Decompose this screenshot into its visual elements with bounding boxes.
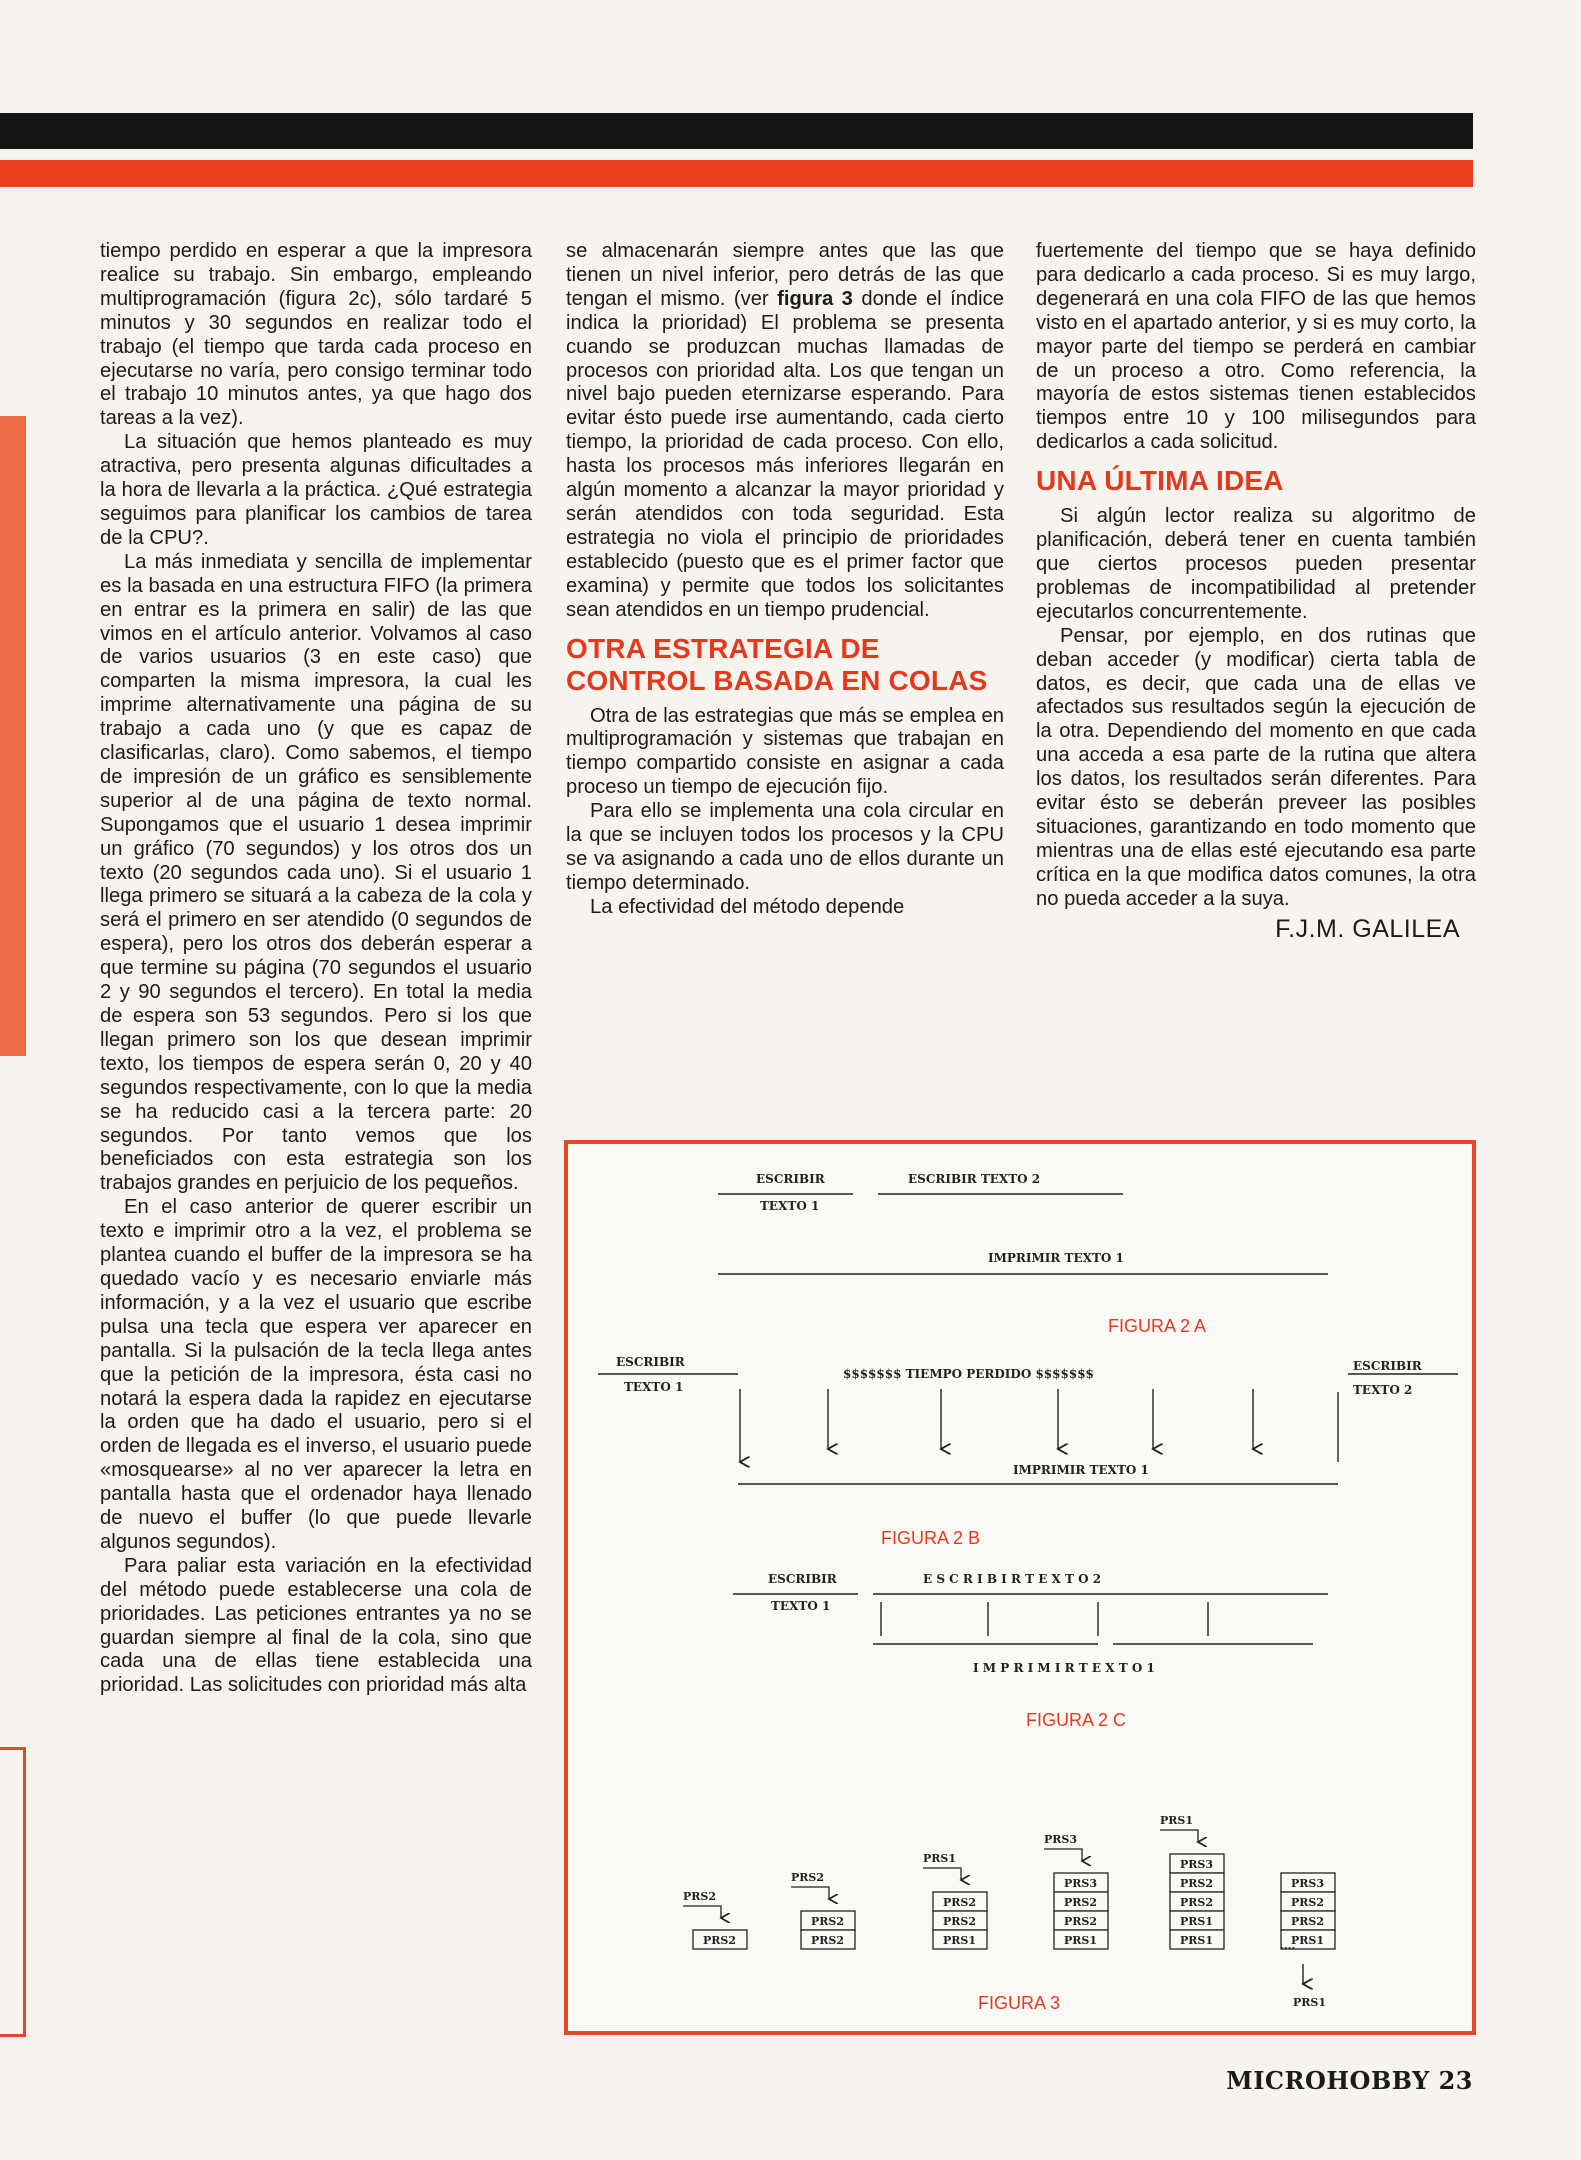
figure-2b <box>598 1355 1458 1548</box>
queue-cell-label: PRS2 <box>1064 1915 1098 1928</box>
queue-cell-label: PRS2 <box>943 1896 977 1909</box>
arriving-process-label: PRS2 <box>683 1890 717 1903</box>
article-column-1 <box>100 240 532 1698</box>
heading-line: OTRA ESTRATEGIA DE <box>566 632 880 664</box>
page-footer: MICROHOBBY 23 <box>1226 2066 1473 2095</box>
paragraph: La situación que hemos planteado es muy atractiva, pero presenta algunas dificultades a la hora de llevarla a la práctica. ¿Qué estrategia seguimos para planificar los cambios de tarea de la CPU?. <box>100 431 532 549</box>
label-imprimir-texto-1: IMPRIMIR TEXTO 1 <box>988 1251 1124 1265</box>
paragraph: Si algún lector realiza su algoritmo de planificación, deberá tener en cuenta también que ciertos procesos pueden presentar problemas de incompatibilidad al pretender ejecutarlos concurrentemente. <box>1036 505 1476 623</box>
queue-cell-label: PRS2 <box>1291 1915 1325 1928</box>
arriving-process-arrow <box>923 1868 961 1880</box>
queue-ellipsis: .... <box>1280 1939 1296 1952</box>
queue-cell-label: PRS3 <box>1180 1858 1214 1871</box>
label-texto-2-right: TEXTO 2 <box>1353 1383 1413 1397</box>
section-heading <box>566 633 1004 697</box>
queue-cell-label: PRS1 <box>1064 1934 1098 1947</box>
queue-cell-label: PRS1 <box>1180 1934 1214 1947</box>
article-column-2 <box>566 240 1004 920</box>
queue-cell-label: PRS3 <box>1064 1877 1098 1890</box>
label-imprimir-texto-1: I M P R I M I R T E X T O 1 <box>973 1661 1155 1675</box>
arriving-process-label: PRS2 <box>791 1871 825 1884</box>
paragraph-text: se almacenarán siempre antes que las que tienen un nivel inferior, pero detrás de las que tengan el mismo. (ver <box>566 240 1004 310</box>
section-heading: UNA ÚLTIMA IDEA <box>1036 465 1284 497</box>
paragraph: tiempo perdido en esperar a que la impresora realice su trabajo. Sin embargo, empleando multiprogramación (figura 2c), sólo tardaré 5 minutos y 30 segundos en realizar todo el trabajo (el tiempo que tarda cada proceso en ejecutarse no varía, pero consigo terminar todo el trabajo 10 minutos antes, ya que hago dos tareas a la vez). <box>100 240 532 430</box>
queue-cell-label: PRS2 <box>811 1934 845 1947</box>
queue-cell-label: PRS3 <box>1291 1877 1325 1890</box>
heading-line: CONTROL BASADA EN COLAS <box>566 664 988 696</box>
caption-figura-2b: FIGURA 2 B <box>881 1528 981 1548</box>
paragraph: Para paliar esta variación en la efectividad del método puede establecerse una cola de prioridades. Las peticiones entrantes ya no se guardan siempre al final de la cola, sino que cada una de ellas tiene establecida una prioridad. Las solicitudes con prioridad más alta <box>100 1554 532 1697</box>
paragraph <box>566 240 1004 623</box>
label-texto-1: TEXTO 1 <box>760 1199 820 1213</box>
queue-cell-label: PRS2 <box>1180 1877 1214 1890</box>
paragraph: Otra de las estrategias que más se emplea en multiprogramación y sistemas que trabajan en tiempo compartido consiste en asignar a cada proceso un tiempo de ejecución fijo. <box>566 704 1004 799</box>
article-column-3 <box>1036 240 1476 941</box>
caption-figura-2c: FIGURA 2 C <box>1026 1710 1127 1730</box>
arriving-process-arrow <box>1160 1830 1198 1842</box>
paragraph: En el caso anterior de querer escribir un texto e imprimir otro a la vez, el problema se plantea cuando el buffer de la impresora se ha quedado vacío y es necesario enviarle más información, y a la vez el usuario que escribe pulsa una tecla que espera ver aparecer en pantalla. Si la pulsación de la tecla llega antes que la petición de la impresora, ésta casi no notará la espera dada la rapidez en ejecutarse la orden que ha dado el usuario, pero si el orden de llegada es el inverso, el usuario puede «mosquearse» al no ver aparecer la letra en pantalla hasta que el ordenador haya llenado de nuevo el buffer (lo que puede llevarle algunos segundos). <box>100 1196 532 1553</box>
paragraph: La efectividad del método depende <box>590 895 905 918</box>
label-escribir-texto-2: ESCRIBIR TEXTO 2 <box>908 1172 1041 1186</box>
caption-figura-2a: FIGURA 2 A <box>1108 1316 1207 1336</box>
arriving-process-arrow <box>1044 1849 1082 1861</box>
label-texto-1: TEXTO 1 <box>771 1599 831 1613</box>
arriving-process-arrow <box>683 1906 721 1918</box>
label-escribir: ESCRIBIR <box>768 1572 837 1586</box>
arriving-process-arrow <box>791 1887 829 1899</box>
queue-cell-label: PRS2 <box>811 1915 845 1928</box>
arriving-process-label: PRS3 <box>1044 1833 1078 1846</box>
queue-cell-label: PRS2 <box>1064 1896 1098 1909</box>
queue-cell-label: PRS1 <box>943 1934 977 1947</box>
figure-diagrams <box>568 1144 1472 2031</box>
left-margin-box-strip <box>0 1747 26 2037</box>
figure-2c <box>733 1572 1328 1730</box>
figure-box <box>564 1140 1476 2035</box>
label-escribir-right: ESCRIBIR <box>1353 1359 1422 1373</box>
output-label: PRS1 <box>1293 1996 1327 2009</box>
label-escribir: ESCRIBIR <box>756 1172 825 1186</box>
queue-cell-label: PRS2 <box>1291 1896 1325 1909</box>
paragraph: fuertemente del tiempo que se haya definido para dedicarlo a cada proceso. Si es muy largo, degenerará en una cola FIFO de las que hemos visto en el apartado anterior, y si es muy corto, la mayor parte del tiempo se perderá en cambiar de un proceso a otro. Como referencia, la mayoría de estos sistemas tienen establecidos tiempos entre 10 y 100 milisegundos para dedicarlos a cada solicitud. <box>1036 240 1476 454</box>
paragraph: Pensar, por ejemplo, en dos rutinas que deban acceder (y modificar) cierta tabla de datos, es decir, que cada una de ellas ve afectados sus resultados según la ejecución de la otra. Dependiendo del momento en que cada una acceda a esa parte de la rutina que altera los datos, los resultados serán diferentes. Para evitar ésto se deberán preveer las posibles situaciones, garantizando en todo momento que mientras una de ellas esté ejecutando esa parte crítica en la que modifica datos comunes, la otra no pueda acceder a la suya. <box>1036 624 1476 910</box>
arriving-process-label: PRS1 <box>1160 1814 1194 1827</box>
label-escribir-texto-2: E S C R I B I R T E X T O 2 <box>923 1572 1102 1586</box>
caption-figura-3: FIGURA 3 <box>978 1993 1061 2013</box>
arriving-process-label: PRS1 <box>923 1852 957 1865</box>
author-signature: F.J.M. GALILEA <box>1275 914 1460 943</box>
queue-cell-label: PRS1 <box>1291 1934 1325 1947</box>
label-tiempo-perdido: $$$$$$$ TIEMPO PERDIDO $$$$$$$ <box>843 1367 1094 1381</box>
paragraph: Para ello se implementa una cola circular en la que se incluyen todos los procesos y la CPU se va asignando a cada uno de ellos durante un tiempo determinado. <box>566 800 1004 894</box>
left-margin-image-strip <box>0 416 26 1056</box>
figure-3 <box>683 1814 1335 2013</box>
queue-cell-label: PRS2 <box>703 1934 737 1947</box>
label-texto-1-left: TEXTO 1 <box>624 1380 684 1394</box>
header-black-bar <box>0 113 1473 149</box>
figure-3-stacks <box>693 1854 1335 1949</box>
paragraph-text: donde el índice indica la prioridad) El problema se presenta cuando se produzcan muchas llamadas de procesos con prioridad alta. Los que tengan un nivel bajo pueden eternizarse esperando. Para evitar ésto puede irse aumentando, cada cierto tiempo, la prioridad de cada proceso. Con ello, hasta los procesos más inferiores llegarán en algún momento a alcanzar la mayor prioridad y serán atendidos con toda seguridad. Esta estrategia no viola el principio de prioridades establecido (puesto que es el primer factor que examina) y permite que todos los solicitantes sean atendidos en un tiempo prudencial. <box>566 287 1004 621</box>
figure-reference: figura 3 <box>777 287 853 310</box>
paragraph: La más inmediata y sencilla de implementar es la basada en una estructura FIFO (la primera en entrar es la primera en salir) de las que vimos en el artículo anterior. Volvamos al caso de varios usuarios (3 en este caso) que comparten la misma impresora, la cual les imprime alternativamente una página de su trabajo a cada uno (y que es capaz de clasificarlas, claro). Como sabemos, el tiempo de impresión de un gráfico es sensiblemente superior al de una página de texto normal. Supongamos que el usuario 1 desea imprimir un gráfico (70 segundos) y los otros dos un texto (20 segundos cada uno). Si el usuario 1 llega primero se situará a la cabeza de la cola y será el primero en ser atendido (0 segundos de espera), pero los otros dos deberán esperar a que termine su página (70 segundos el usuario 2 y 90 segundos el tercero). En total la media de espera son 53 segundos. Pero si los que llegan primero son los que desean imprimir texto, los tiempos de espera serán 0, 20 y 40 segundos respectivamente, con lo que la media se ha reducido casi a la tercera parte: 20 segundos. Por tanto vemos que los beneficiados con esta estrategia son los trabajos grandes en perjuicio de los pequeños. <box>100 550 532 1195</box>
header-red-bar <box>0 160 1473 187</box>
queue-cell-label: PRS2 <box>943 1915 977 1928</box>
label-imprimir-texto-1: IMPRIMIR TEXTO 1 <box>1013 1463 1149 1477</box>
queue-cell-label: PRS1 <box>1180 1915 1214 1928</box>
queue-cell-label: PRS2 <box>1180 1896 1214 1909</box>
label-escribir-left: ESCRIBIR <box>616 1355 685 1369</box>
figure-2a <box>718 1172 1328 1336</box>
